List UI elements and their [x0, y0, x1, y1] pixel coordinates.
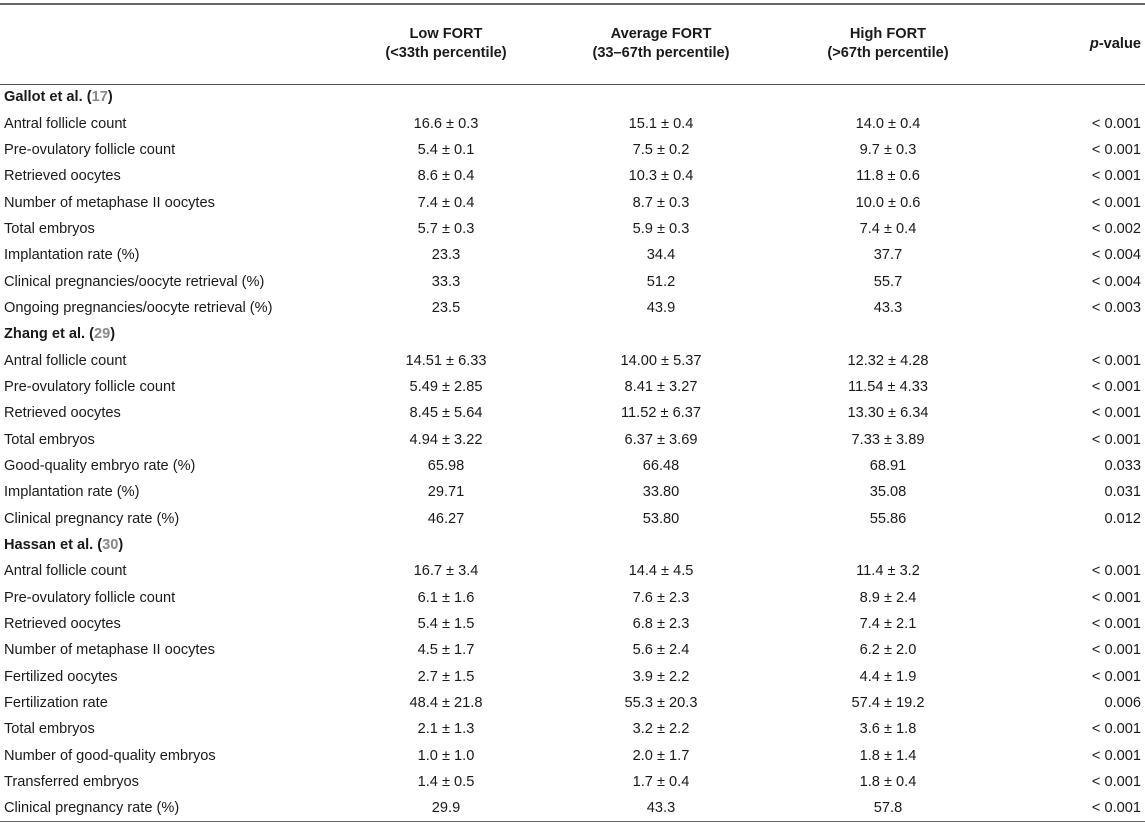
- p-value: < 0.001: [1091, 431, 1141, 448]
- low-fort-value: 46.27: [427, 510, 465, 527]
- p-value: < 0.001: [1091, 747, 1141, 764]
- table-row: [0, 769, 1145, 795]
- p-value: < 0.001: [1091, 194, 1141, 211]
- high-fort-value: 9.7 ± 0.3: [859, 141, 917, 158]
- average-fort-value: 34.4: [646, 247, 676, 264]
- p-value: < 0.002: [1091, 220, 1141, 237]
- group-header-row: [0, 84, 1145, 110]
- average-fort-value: 33.80: [642, 484, 680, 501]
- table-row: [0, 795, 1145, 821]
- low-fort-value: 48.4 ± 21.8: [409, 695, 483, 712]
- header-p-italic: p: [1089, 35, 1099, 52]
- group-author-cell: [0, 84, 1145, 110]
- table-row: [0, 426, 1145, 452]
- table-row: [0, 716, 1145, 742]
- high-fort-value: 7.4 ± 2.1: [859, 616, 917, 633]
- p-value: < 0.001: [1091, 141, 1141, 158]
- table-row: [0, 664, 1145, 690]
- table-row: [0, 453, 1145, 479]
- row-label: Total embryos: [4, 220, 95, 237]
- p-value: < 0.001: [1091, 721, 1141, 738]
- header-high-fort-title: High FORT: [849, 26, 927, 43]
- header-p-value: [1000, 4, 1145, 84]
- average-fort-value: 51.2: [646, 273, 676, 290]
- table-row: [0, 506, 1145, 532]
- average-fort-value: 8.7 ± 0.3: [632, 194, 690, 211]
- low-fort-value: 16.7 ± 3.4: [413, 563, 479, 580]
- table-body: [0, 84, 1145, 822]
- average-fort-value: 53.80: [642, 510, 680, 527]
- reference-link[interactable]: 17: [91, 89, 108, 106]
- high-fort-value: 7.4 ± 0.4: [859, 220, 917, 237]
- high-fort-value: 43.3: [873, 299, 903, 316]
- header-row: [0, 4, 1145, 84]
- header-empty: [0, 4, 346, 84]
- high-fort-value: 55.86: [869, 510, 907, 527]
- row-label: Transferred embryos: [4, 774, 139, 791]
- average-fort-value: 2.0 ± 1.7: [632, 747, 690, 764]
- p-value: 0.033: [1104, 457, 1141, 474]
- table-row: [0, 637, 1145, 663]
- row-label: Antral follicle count: [4, 352, 127, 369]
- table-row: [0, 690, 1145, 716]
- table-row: [0, 216, 1145, 242]
- header-low-fort-title: Low FORT: [409, 26, 483, 43]
- high-fort-value: 6.2 ± 2.0: [859, 642, 917, 659]
- high-fort-value: 37.7: [873, 247, 903, 264]
- average-fort-value: 7.5 ± 0.2: [632, 141, 690, 158]
- high-fort-value: 10.0 ± 0.6: [855, 194, 921, 211]
- low-fort-value: 29.9: [431, 800, 461, 817]
- table-row: [0, 585, 1145, 611]
- row-label: Clinical pregnancies/oocyte retrieval (%): [4, 273, 265, 290]
- row-label: Number of metaphase II oocytes: [4, 194, 215, 211]
- group-header-row: [0, 321, 1145, 347]
- table-row: [0, 163, 1145, 189]
- table-row: [0, 295, 1145, 321]
- header-high-fort: [776, 4, 1000, 84]
- p-value: < 0.001: [1091, 774, 1141, 791]
- row-label: Retrieved oocytes: [4, 405, 121, 422]
- low-fort-value: 5.4 ± 0.1: [417, 141, 475, 158]
- group-author: Hassan et al. (: [4, 537, 103, 554]
- p-value: 0.031: [1104, 484, 1141, 501]
- table-row: [0, 743, 1145, 769]
- table-row: [0, 242, 1145, 268]
- high-fort-value: 8.9 ± 2.4: [859, 589, 917, 606]
- average-fort-value: 3.9 ± 2.2: [632, 668, 690, 685]
- low-fort-value: 1.0 ± 1.0: [417, 747, 475, 764]
- average-fort-value: 5.6 ± 2.4: [632, 642, 690, 659]
- row-label: Fertilized oocytes: [4, 668, 118, 685]
- average-fort-value: 6.37 ± 3.69: [624, 431, 698, 448]
- average-fort-value: 6.8 ± 2.3: [632, 616, 690, 633]
- header-p-rest: -value: [1098, 35, 1141, 52]
- low-fort-value: 8.6 ± 0.4: [417, 168, 475, 185]
- low-fort-value: 2.7 ± 1.5: [417, 668, 475, 685]
- average-fort-value: 1.7 ± 0.4: [632, 774, 690, 791]
- p-value: < 0.001: [1091, 642, 1141, 659]
- average-fort-value: 66.48: [642, 457, 680, 474]
- average-fort-value: 55.3 ± 20.3: [624, 695, 698, 712]
- header-low-fort-range: (<33th percentile): [385, 45, 507, 62]
- row-label: Clinical pregnancy rate (%): [4, 510, 180, 527]
- row-label: Ongoing pregnancies/oocyte retrieval (%): [4, 299, 273, 316]
- low-fort-value: 8.45 ± 5.64: [409, 405, 483, 422]
- high-fort-value: 57.8: [873, 800, 903, 817]
- group-author: Gallot et al. (: [4, 89, 92, 106]
- group-header-row: [0, 532, 1145, 558]
- average-fort-value: 8.41 ± 3.27: [624, 378, 698, 395]
- low-fort-value: 4.94 ± 3.22: [409, 431, 483, 448]
- table-row: [0, 137, 1145, 163]
- row-label: Retrieved oocytes: [4, 168, 121, 185]
- high-fort-value: 14.0 ± 0.4: [855, 115, 921, 132]
- low-fort-value: 1.4 ± 0.5: [417, 774, 475, 791]
- high-fort-value: 1.8 ± 0.4: [859, 774, 917, 791]
- row-label: Good-quality embryo rate (%): [4, 457, 196, 474]
- low-fort-value: 33.3: [431, 273, 461, 290]
- high-fort-value: 4.4 ± 1.9: [859, 668, 917, 685]
- table-row: [0, 611, 1145, 637]
- row-label: Total embryos: [4, 431, 95, 448]
- table-header: [0, 4, 1145, 84]
- results-table: [0, 3, 1145, 822]
- row-label: Implantation rate (%): [4, 484, 140, 501]
- group-author-cell: [0, 321, 1145, 347]
- row-label: Pre-ovulatory follicle count: [4, 589, 176, 606]
- row-label: Number of metaphase II oocytes: [4, 642, 215, 659]
- header-low-fort: [346, 4, 546, 84]
- high-fort-value: 11.54 ± 4.33: [848, 378, 928, 395]
- average-fort-value: 14.00 ± 5.37: [620, 352, 702, 369]
- table-row: [0, 347, 1145, 373]
- table-row: [0, 268, 1145, 294]
- row-label: Fertilization rate: [4, 695, 108, 712]
- group-author: Zhang et al. (: [4, 326, 94, 343]
- p-value: 0.006: [1104, 695, 1141, 712]
- p-value: < 0.001: [1091, 589, 1141, 606]
- high-fort-value: 12.32 ± 4.28: [847, 352, 929, 369]
- group-author-close: ): [107, 89, 113, 106]
- high-fort-value: 1.8 ± 1.4: [859, 747, 917, 764]
- p-value: < 0.001: [1091, 616, 1141, 633]
- average-fort-value: 43.3: [646, 800, 676, 817]
- table-row: [0, 189, 1145, 215]
- row-label: Total embryos: [4, 721, 95, 738]
- p-value: < 0.004: [1091, 273, 1141, 290]
- high-fort-value: 35.08: [869, 484, 907, 501]
- table-row: [0, 400, 1145, 426]
- p-value: < 0.001: [1091, 668, 1141, 685]
- average-fort-value: 15.1 ± 0.4: [628, 115, 694, 132]
- p-value: 0.012: [1104, 510, 1141, 527]
- high-fort-value: 7.33 ± 3.89: [851, 431, 925, 448]
- table-row: [0, 110, 1145, 136]
- average-fort-value: 43.9: [646, 299, 676, 316]
- header-average-fort-title: Average FORT: [610, 26, 712, 43]
- reference-link[interactable]: 29: [94, 326, 111, 343]
- p-value: < 0.001: [1091, 563, 1141, 580]
- high-fort-value: 3.6 ± 1.8: [859, 721, 917, 738]
- p-value: < 0.003: [1091, 299, 1141, 316]
- row-label: Pre-ovulatory follicle count: [4, 378, 176, 395]
- high-fort-value: 11.8 ± 0.6: [856, 168, 920, 185]
- low-fort-value: 7.4 ± 0.4: [417, 194, 475, 211]
- high-fort-value: 11.4 ± 3.2: [856, 563, 920, 580]
- high-fort-value: 57.4 ± 19.2: [851, 695, 925, 712]
- low-fort-value: 5.49 ± 2.85: [409, 378, 483, 395]
- high-fort-value: 13.30 ± 6.34: [847, 405, 929, 422]
- average-fort-value: 10.3 ± 0.4: [628, 168, 694, 185]
- p-value: < 0.001: [1091, 115, 1141, 132]
- low-fort-value: 5.7 ± 0.3: [417, 220, 475, 237]
- group-author-cell: [0, 532, 1145, 558]
- low-fort-value: 65.98: [427, 457, 465, 474]
- average-fort-value: 3.2 ± 2.2: [632, 721, 690, 738]
- low-fort-value: 14.51 ± 6.33: [405, 352, 487, 369]
- header-average-fort-range: (33–67th percentile): [592, 45, 730, 62]
- low-fort-value: 29.71: [427, 484, 465, 501]
- header-average-fort: [546, 4, 776, 84]
- reference-link[interactable]: 30: [102, 537, 119, 554]
- row-label: Implantation rate (%): [4, 247, 140, 264]
- average-fort-value: 11.52 ± 6.37: [621, 405, 701, 422]
- p-value: < 0.001: [1091, 352, 1141, 369]
- low-fort-value: 23.3: [431, 247, 461, 264]
- p-value: < 0.001: [1091, 378, 1141, 395]
- average-fort-value: 7.6 ± 2.3: [632, 589, 690, 606]
- low-fort-value: 6.1 ± 1.6: [417, 589, 475, 606]
- high-fort-value: 68.91: [869, 457, 907, 474]
- row-label: Pre-ovulatory follicle count: [4, 141, 176, 158]
- table-row: [0, 479, 1145, 505]
- average-fort-value: 14.4 ± 4.5: [628, 563, 694, 580]
- low-fort-value: 4.5 ± 1.7: [417, 642, 475, 659]
- p-value: < 0.001: [1091, 405, 1141, 422]
- row-label: Antral follicle count: [4, 115, 127, 132]
- row-label: Retrieved oocytes: [4, 616, 121, 633]
- row-label: Clinical pregnancy rate (%): [4, 800, 180, 817]
- low-fort-value: 16.6 ± 0.3: [413, 115, 479, 132]
- p-value: < 0.001: [1091, 168, 1141, 185]
- low-fort-value: 5.4 ± 1.5: [417, 616, 475, 633]
- group-author-close: ): [118, 537, 124, 554]
- low-fort-value: 2.1 ± 1.3: [417, 721, 475, 738]
- p-value: < 0.001: [1091, 800, 1141, 817]
- header-high-fort-range: (>67th percentile): [827, 45, 949, 62]
- p-value: < 0.004: [1091, 247, 1141, 264]
- average-fort-value: 5.9 ± 0.3: [632, 220, 690, 237]
- group-author-close: ): [110, 326, 116, 343]
- high-fort-value: 55.7: [873, 273, 903, 290]
- table-row: [0, 374, 1145, 400]
- row-label: Number of good-quality embryos: [4, 747, 216, 764]
- table-row: [0, 558, 1145, 584]
- low-fort-value: 23.5: [431, 299, 461, 316]
- row-label: Antral follicle count: [4, 563, 127, 580]
